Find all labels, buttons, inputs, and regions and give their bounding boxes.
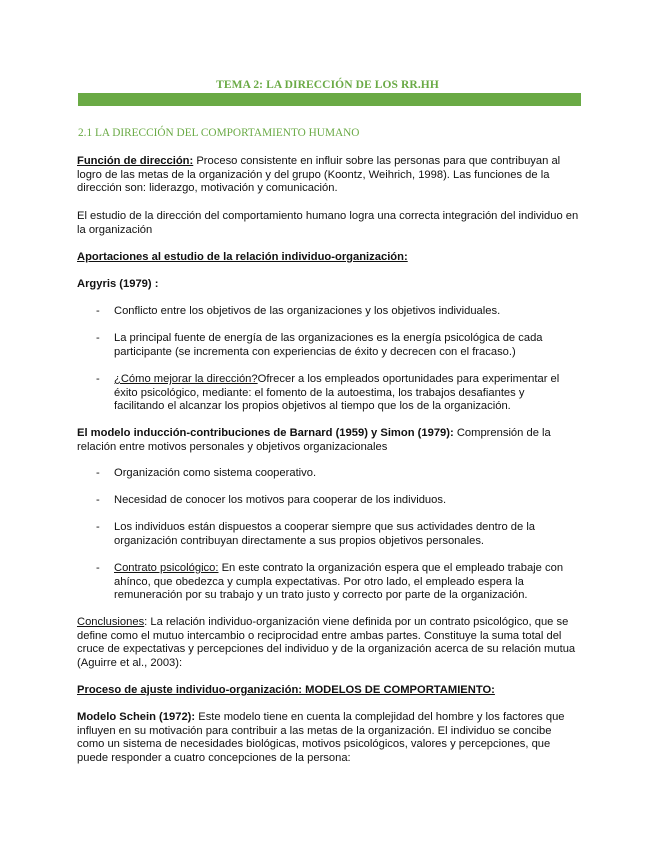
funcion-paragraph	[77, 155, 579, 196]
dash: -	[96, 562, 100, 574]
proceso-heading: Proceso de ajuste individuo-organización: MODELOS DE COMPORTAMIENTO:	[77, 684, 495, 696]
dash: -	[96, 305, 100, 317]
list-item-text: En este contrato la organización espera que el empleado trabaje con ahínco, que obedezca y cumpla expectativas. Por otro lado, el empleado espera la remuneración por su trabajo y un trato justo y correcto por parte de la organización.	[114, 562, 564, 602]
list-item-text: Conflicto entre los objetivos de las organizaciones y los objetivos individuales.	[114, 305, 501, 317]
funcion-text: Proceso consistente en influir sobre las personas para que contribuyan al logro de las metas de la organización y del grupo (Koontz, Weihrich, 1998). Las funciones de la dirección son: liderazgo, motivación y comunicación.	[77, 155, 561, 195]
list-item-text: La principal fuente de energía de las organizaciones es la energía psicológica de cada participante (se incrementa con experiencias de éxito y decrecen con el fracaso.)	[114, 332, 543, 358]
schein-label: Modelo Schein (1972):	[77, 711, 196, 723]
section-heading: 2.1 LA DIRECCIÓN DEL COMPORTAMIENTO HUMANO	[78, 127, 360, 139]
list-item-text: Ofrecer a los empleados oportunidades para experimentar el éxito psicológico, mediante: el fomento de la autoestima, los trabajos desafiantes y facilitando el alcanzar los propios objetivos al tiempo que los de la organización.	[114, 373, 560, 413]
conclusiones-text: : La relación individuo-organización viene definida por un contrato psicológico, que se define como el mutuo intercambio o reciprocidad entre ambas partes. Constituye la suma total del cruce de expectativas y percepciones del individuo y de la organización acerca de su relación mutua (Aguirre et al., 2003):	[77, 616, 576, 669]
list-item-text: Necesidad de conocer los motivos para cooperar de los individuos.	[114, 494, 447, 506]
schein-text: Este modelo tiene en cuenta la complejidad del hombre y los factores que influyen en su motivación para contribuir a las metas de la organización. El individuo se concibe como un sistema de necesidades biológicas, motivos psicológicos, valores y percepciones, que puede responder a cuatro concepciones de la persona:	[77, 711, 565, 764]
dash: -	[96, 494, 100, 506]
list-item-text: Organización como sistema cooperativo.	[114, 467, 317, 479]
dash: -	[96, 373, 100, 385]
dash: -	[96, 332, 100, 344]
title-bar	[78, 93, 581, 106]
contrato-psicologico-label: Contrato psicológico:	[114, 562, 219, 574]
list-item-text: Los individuos están dispuestos a cooperar siempre que sus actividades dentro de la organización contribuyan directamente a sus propios objetivos personales.	[114, 521, 536, 547]
funcion-label: Función de dirección:	[77, 155, 194, 167]
modelo-heading: El modelo inducción-contribuciones de Barnard (1959) y Simon (1979):	[77, 427, 454, 439]
mejorar-direccion-link[interactable]: ¿Cómo mejorar la dirección?	[114, 373, 258, 385]
schein-paragraph	[77, 711, 579, 765]
modelo-paragraph	[77, 427, 579, 454]
conclusiones-label: Conclusiones	[77, 616, 145, 628]
estudio-paragraph: El estudio de la dirección del comportamiento humano logra una correcta integración del individuo en la organización	[77, 210, 579, 236]
conclusiones-paragraph	[77, 616, 579, 670]
modelo-text: Comprensión de la relación entre motivos personales y objetivos organizacionales	[77, 427, 551, 453]
dash: -	[96, 467, 100, 479]
dash: -	[96, 521, 100, 533]
argyris-heading: Argyris (1979) :	[77, 278, 159, 290]
document-title: TEMA 2: LA DIRECCIÓN DE LOS RR.HH	[216, 79, 439, 91]
aportaciones-heading: Aportaciones al estudio de la relación individuo-organización:	[77, 251, 408, 263]
